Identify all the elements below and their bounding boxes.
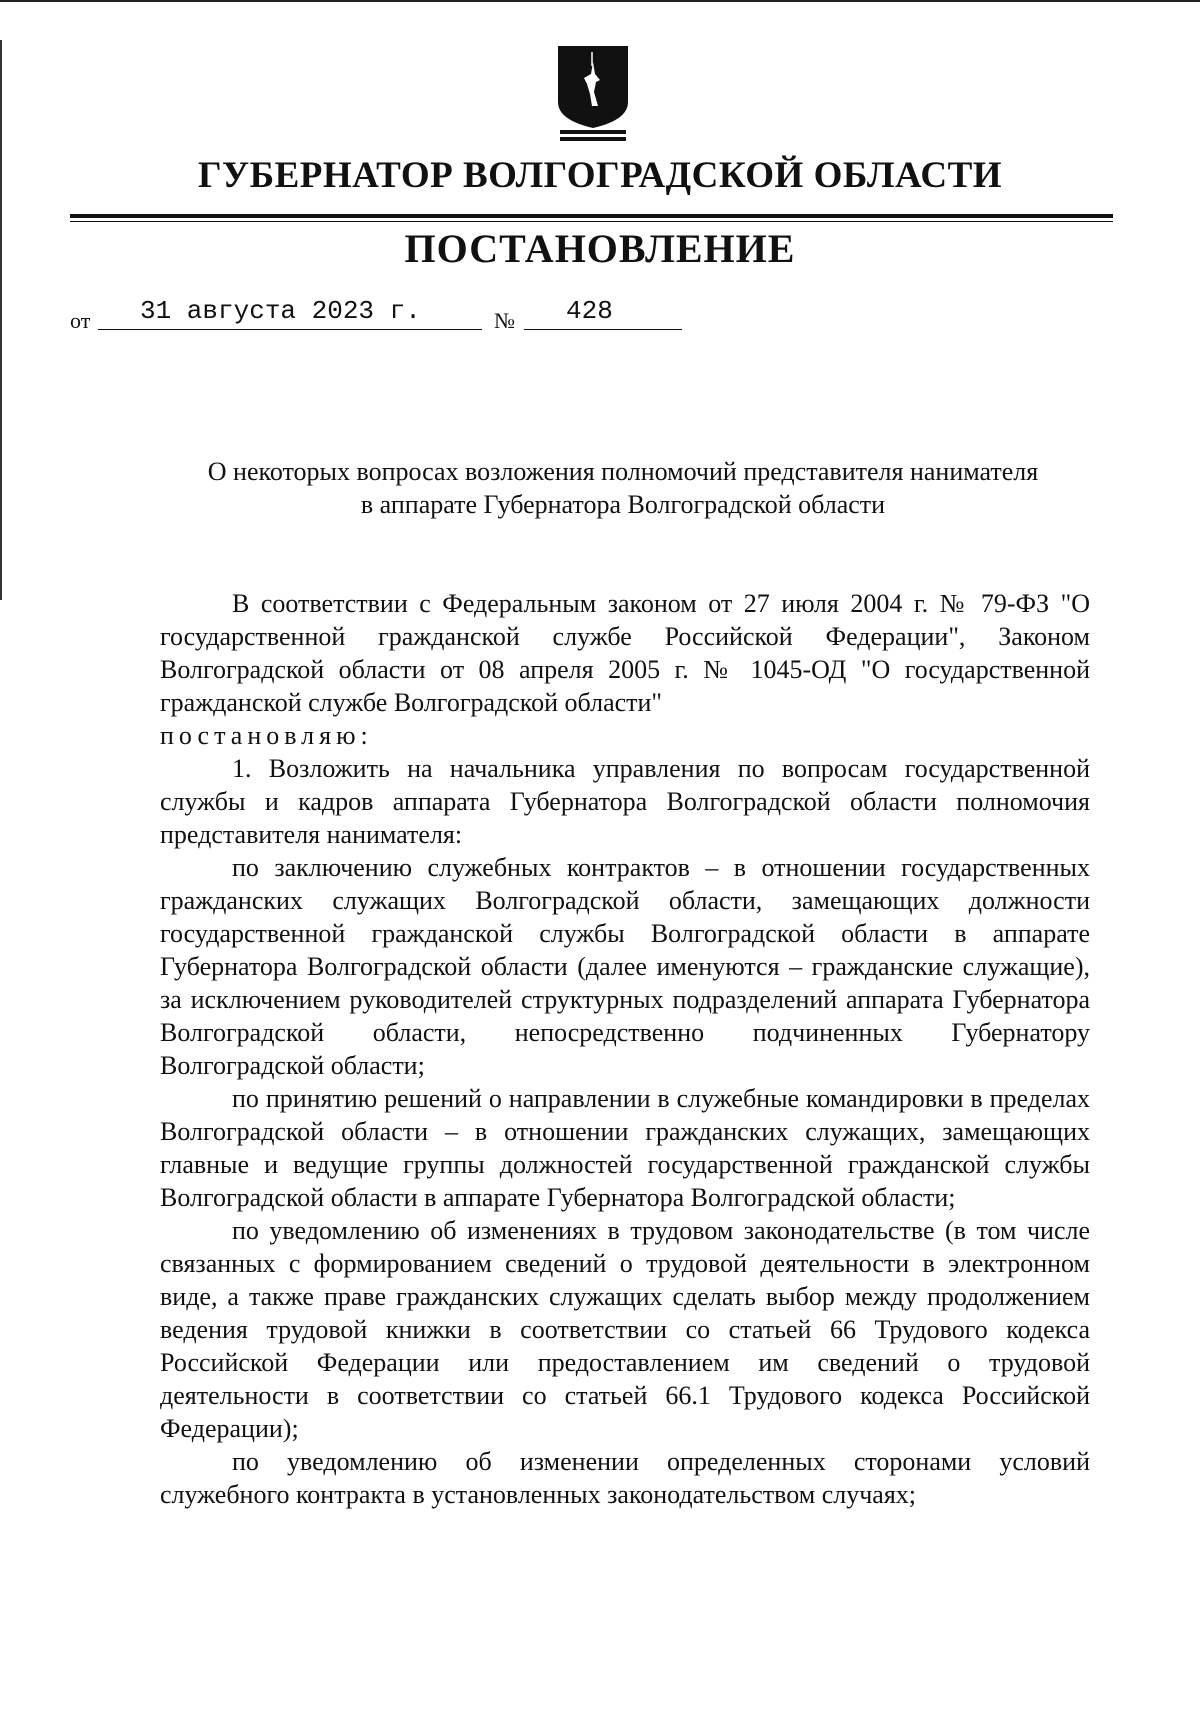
header-rule-thin: [70, 221, 1113, 222]
coat-of-arms-icon: [556, 44, 630, 144]
date-number-row: [0, 296, 1200, 336]
preamble-paragraph: В соответствии с Федеральным законом от 27 июля 2004 г. № 79-ФЗ "О государственной гражданской службе Российской Федерации", Законом Волгоградской области от 08 апреля 2005 г. № 1045-ОД "О государственной гражданской службе Волгоградской области": [160, 589, 1090, 717]
subitem-contract-terms-notice: по уведомлению об изменении определенных сторонами условий служебного контракта в установленных законодательством случаях;: [160, 1447, 1090, 1509]
subitem-labor-law-notice: по уведомлению об изменениях в трудовом законодательстве (в том числе связанных с формированием сведений о трудовой деятельности в электронном виде, а также праве гражданских служащих сделать выбор между продолжением ведения трудовой книжки в соответствии со статьей 66 Трудового кодекса Российской Федерации или предоставлением им сведений о трудовой деятельности в соответствии со статьей 66.1 Трудового кодекса Российской Федерации);: [160, 1216, 1090, 1443]
document-body: [160, 587, 1090, 1511]
issuing-authority: ГУБЕРНАТОР ВОЛГОГРАДСКОЙ ОБЛАСТИ: [197, 155, 1003, 196]
subject-line-2: в аппарате Губернатора Волгоградской области: [360, 490, 886, 519]
subitem-contracts: по заключению служебных контрактов – в отношении государственных гражданских служащих Волгоградской области, замещающих должности государственной гражданской службы Волгоградской области в аппарате Губернатора Волгоградской области (далее именуются – гражданские служащие), за исключением руководителей структурных подразделений аппарата Губернатора Волгоградской области, непосредственно подчиненных Губернатору Волгоградской области;: [160, 853, 1090, 1080]
subitem-business-trips: по принятию решений о направлении в служебные командировки в пределах Волгоградской области – в отношении гражданских служащих, замещающих главные и ведущие группы должностей государственной гражданской службы Волгоградской области в аппарате Губернатора Волгоградской области;: [160, 1084, 1090, 1212]
date-value: 31 августа 2023 г.: [140, 296, 421, 326]
date-label: от: [70, 308, 91, 333]
document-type: ПОСТАНОВЛЕНИЕ: [404, 226, 796, 271]
number-underline: [524, 329, 682, 330]
decree-word: постановляю:: [160, 721, 373, 750]
scan-edge-top: [0, 0, 1200, 2]
subject-line-1: О некоторых вопросах возложения полномочий представителя нанимателя: [207, 457, 1039, 486]
number-label: №: [494, 308, 515, 333]
number-value: 428: [566, 296, 613, 326]
date-underline: [98, 329, 482, 330]
document-subject: [158, 455, 1088, 521]
header-rule-thick: [70, 214, 1113, 218]
item-1-paragraph: 1. Возложить на начальника управления по вопросам государственной службы и кадров аппарата Губернатора Волгоградской области полномочия представителя нанимателя:: [160, 754, 1090, 849]
